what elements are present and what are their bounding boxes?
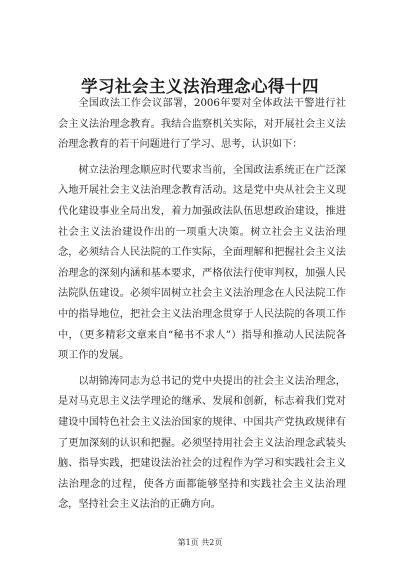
page-footer xyxy=(0,537,400,548)
document-body xyxy=(58,94,346,521)
document-title: 学习社会主义法治理念心得十四 xyxy=(81,77,319,96)
page-number: 第1页 共2页 xyxy=(177,538,223,547)
paragraph-legal-concept: 树立法治理念顺应时代要求当前，全国政法系统正在广泛深入地开展社会主义法治理念教育活动。这是党中央从社会主义现代化建设事业全局出发，着力加强政法队伍思想政治建设，推进社会主义法治建设作出的一项重大决策。树立社会主义法治理念，必须结合人民法院的工作实际，全面理解和把握社会主义法治理念的深刻内涵和基本要求，严格依法行使审判权，加强人民法院队伍建设。必须牢固树立社会主义法治理念在人民法院工作中的指导地位，把社会主义法治理念贯穿于人民法院的各项工作中，（更多精彩文章来自“秘书不求人”）指导和推动人民法院各项工作的发展。 xyxy=(58,164,346,362)
paragraph-party-leadership: 以胡锦涛同志为总书记的党中央提出的社会主义法治理念，是对马克思主义法学理论的继承、发展和创新，标志着我们党对建设中国特色社会主义法治国家的规律、中国共产党执政规律有了更加深刻的认识和把握。必须坚持用社会主义法治理念武装头脑、指导实践，把建设法治社会的过程作为学习和实践社会主义法治理念的过程，使各方面都能够坚持和实践社会主义法治理念，坚持社会主义法治的正确方向。 xyxy=(58,375,346,511)
paragraph-intro: 全国政法工作会议部署，2006年要对全体政法干警进行社会主义法治理念教育。我结合监察机关实际，对开展社会主义法治理念教育的若干问题进行了学习、思考，认识如下： xyxy=(58,98,346,151)
